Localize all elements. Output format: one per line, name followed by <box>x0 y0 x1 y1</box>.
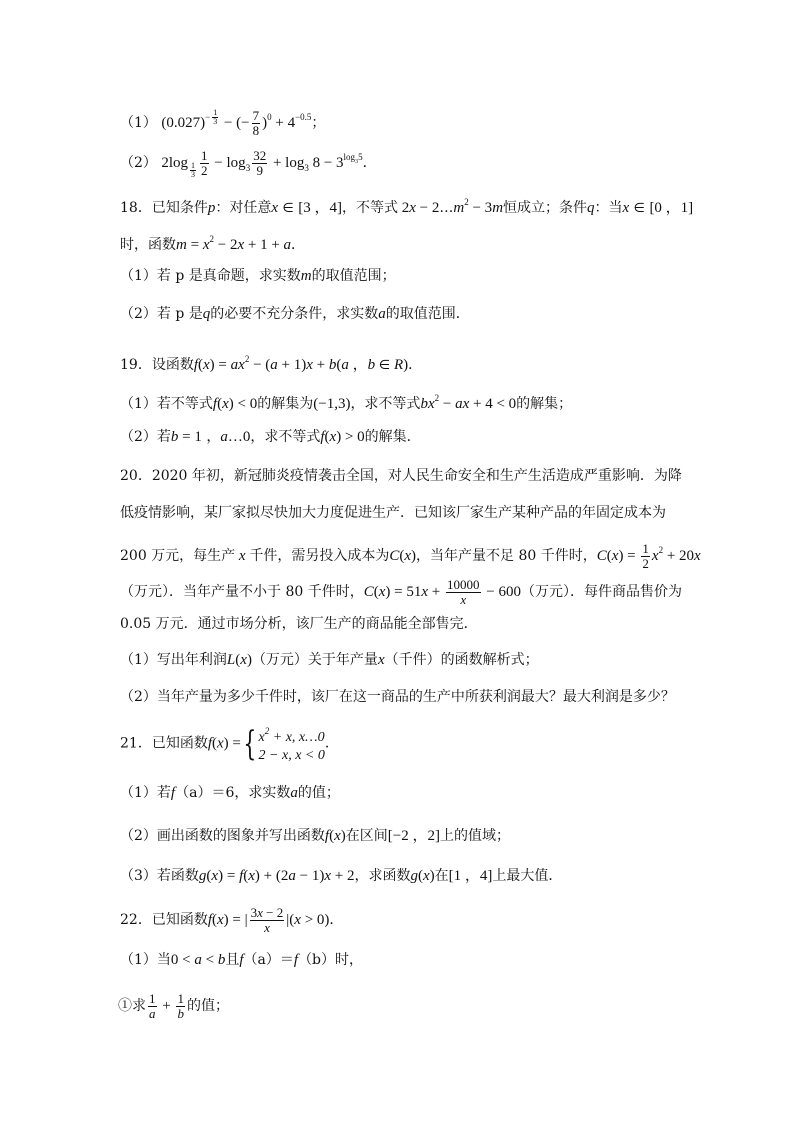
q22-part1: （1）当0 < a < b且f（a）＝f（b）时， <box>120 952 364 968</box>
q20-line2: 低疫情影响，某厂家拟尽快加大力度促进生产．已知该厂家生产某种产品的年固定成本为 <box>120 505 666 521</box>
q17-part1: （1） $(0.027)^{- \frac{1}{3}}$ − (− $\frac{7}{8}$ )$^0 + 4^{-0.5}$； <box>120 108 326 139</box>
q20-part1: （1）写出年利润L(x)（万元）关于年产量x（千件）的函数解析式； <box>120 652 539 668</box>
q20-line1: 20．2020 年初，新冠肺炎疫情袭击全国，对人民生命安全和生产生活造成严重影响．为降 <box>120 468 682 484</box>
q20-line5: 0.05 万元．通过市场分析，该厂生产的商品能全部售完． <box>120 616 478 632</box>
q18-stem: 18．已知条件p：对任意x ∈ [3 ，4]，不等式 $2x - 2\dots m^2 - 3m$恒成立；条件q：当x ∈ [0 ，1] <box>120 197 694 216</box>
q21-stem: 21．已知函数f(x) ={ $x^2 + x$, x…0 2 − x, x < 0 ． <box>120 723 339 764</box>
q19-part1: （1）若不等式f(x) < 0的解集为(−1,3)，求不等式$bx^2$ − ax + 4 < 0的解集； <box>120 393 573 412</box>
q22-stem: 22．已知函数f(x) = | $\frac{3x - 2}{x}$ |(x > 0)． <box>120 905 344 935</box>
q17-expr2: 2log $_{\frac{1}{3}}$ $\frac{1}{2}$ − $\log_3$ $\frac{32}{9}$ + $\log_3 8 - 3^{log_35}$ <box>161 148 363 180</box>
q21-part1: （1）若f（a）＝6，求实数a的值； <box>120 785 340 801</box>
q18-part1: （1）若 p 是真命题，求实数m的取值范围； <box>120 268 396 284</box>
q17-part2: （2） 2log $_{\frac{1}{3}}$ $\frac{1}{2}$ − $\log_3$ $\frac{32}{9}$ + $\log_3 8 - 3^{log_35}$． <box>120 148 377 180</box>
q18-part2: （2）若 p 是q的必要不充分条件，求实数a的取值范围． <box>120 306 470 322</box>
q20-line3: 200 万元，每生产 x 千件，需另投入成本为C(x)，当年产量不足 80 千件时，C(x) = $\frac{1}{2}$ $x^2 + 20x$ <box>120 541 701 572</box>
q20-line4: （万元）．当年产量不小于 80 千件时，C(x) = 51x + $\frac{10000}{x}$ − 600（万元）．每件商品售价为 <box>120 577 682 607</box>
q17-expr1: $(0.027)^{- \frac{1}{3}}$ − (− $\frac{7}{8}$ )$^0 + 4^{-0.5}$ <box>161 108 312 139</box>
q22-subpart1: ①求 $\frac{1}{a}$ + $\frac{1}{b}$ 的值； <box>118 991 229 1021</box>
q19-part2: （2）若b = 1 ，a…0，求不等式f(x) > 0的解集． <box>120 429 421 445</box>
q19-stem: 19．设函数$f(x) = ax^2 - (a + 1)x + b(a$ ，b ∈ R)． <box>120 354 423 373</box>
q20-part2: （2）当年产量为多少千件时，该厂在这一商品的生产中所获利润最大？最大利润是多少？ <box>120 689 675 705</box>
q18-stem-cont: 时，函数$m = x^2 - 2x + 1 + a$． <box>120 234 306 253</box>
q21-part2: （2）画出函数的图象并写出函数f(x)在区间[−2 ，2]上的值域； <box>120 828 510 844</box>
q21-part3: （3）若函数g(x) = f(x) + (2a − 1)x + 2，求函数g(x)在[1 ，4]上最大值． <box>120 868 563 884</box>
